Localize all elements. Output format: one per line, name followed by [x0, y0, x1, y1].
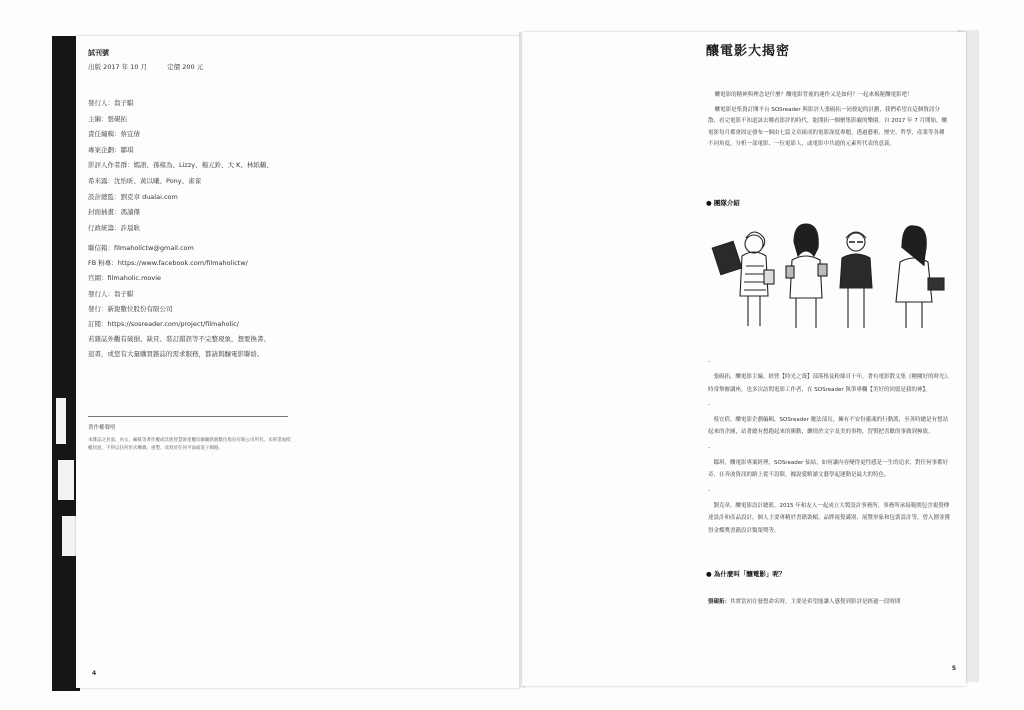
publication-info	[88, 62, 203, 71]
bio-divider: -	[708, 359, 710, 365]
intro-text	[708, 90, 948, 154]
credit-line: 封面插畫：馮讀傑	[88, 208, 140, 217]
contact-line: 退書，或您有大量購買雜誌的需求服務，都請與釀電影聯絡。	[88, 350, 264, 359]
why-speaker: 張硯拓：	[708, 599, 731, 605]
bio-divider: -	[708, 487, 710, 494]
bio-divider: -	[708, 444, 710, 451]
credit-line: 影評人作者群：嫣語、孫雍為、Lizzy、楊元鈴、大 K、林紙鶴、	[88, 161, 273, 170]
pub-date: 出版 2017 年 10 月	[88, 63, 148, 71]
why-text	[708, 597, 953, 605]
bio-paragraph: 劉克韋，釀電影設計總監，2015 年和友人一起成立大製設計事務所，事務所承接範圍包含視覺傳達設計和產品設計，個人主要專精於書籍裝幀、品牌視覺識別、展覽形象和包裝設計等，曾入圍並獲得金蝶獎書籍設計類榮獎等。	[708, 502, 951, 534]
contact-line: 發行：新銳數位股份有限公司	[88, 304, 173, 313]
page-number-right: 5	[951, 665, 956, 672]
contact-line: 若雜誌外觀有破損、缺頁、裝訂錯誤等不完整現象，想要換書、	[88, 335, 270, 344]
intro-paragraph: 釀電影的精神與理念是什麼？釀電影背後的運作又是如何？一起來揭秘釀電影吧！	[714, 92, 913, 98]
why-body: 其實當初在發想命名時，主要是希望能讓人感覺到影評是經過一段時間	[730, 599, 901, 605]
bio-paragraph: 張硯拓，釀電影主編，經營【時光之殼】部落格及粉絲頁十年，著有電影散文集《剛剛好的時光》。時常舉辦講座，也多次訪問電影工作者，在 SOSreader 執筆專欄【美好的回憶是我的神】。	[708, 374, 953, 393]
team-bios	[708, 353, 953, 537]
page-title: 釀電影大揭密	[706, 44, 791, 59]
contact-line: 官網：filmaholic.movie	[88, 274, 162, 283]
contact-line: 聯信箱：filmaholictw@gmail.com	[88, 244, 194, 252]
contact-line: FB 粉專：https://www.facebook.com/filmaholictw/	[88, 259, 248, 268]
right-page	[522, 32, 966, 686]
bio-paragraph: 鄒琪，釀電影專案經理，SOSreader 仙姑，如何讓內容變得更性感是一生的追求，對任何事都好奇，在奔波資訊的路上從不設限，據說愛略讀文藝學起運動是最大的特色。	[708, 460, 949, 479]
credit-line: 責任編輯：蔡宜倩	[88, 130, 140, 139]
team-member-figure	[896, 226, 944, 328]
team-member-figure	[786, 224, 827, 328]
issue-label: 試刊號	[88, 49, 109, 57]
team-illustration	[706, 222, 952, 337]
contact-line: 訂閱：https://sosreader.com/project/filmaholic/	[88, 320, 239, 329]
team-heading: ● 團隊介紹	[706, 199, 740, 207]
contact-line: 發行人：翁子騏	[88, 289, 134, 298]
credit-line: 希米露：沈怡昕、黃以曦、Pony、雀雀	[88, 176, 202, 185]
team-member-figure	[840, 232, 872, 328]
staff-credits	[88, 96, 273, 236]
copyright-title: 著作權聲明	[88, 416, 288, 431]
credit-line: 專案企劃：鄒琪	[88, 145, 134, 154]
page-number-left: 4	[92, 670, 97, 677]
team-member-figure	[712, 232, 774, 326]
copyright-text: 本雜誌之封面、內文、編排等著作權或其他智慧財產權均歸屬新銳數位股份有限公司所有。未經書面授權同意，不得以任何形式轉載、重製、改寫於任何平面或電子網路。	[88, 438, 291, 451]
why-heading: ● 為什麼叫「釀電影」呢？	[706, 570, 786, 578]
bio-divider: -	[708, 401, 710, 408]
contact-info	[88, 241, 318, 363]
credit-line: 發行人：翁子騏	[88, 99, 134, 107]
price: 定價 200 元	[167, 63, 204, 71]
credit-line: 主編：張硯拓	[88, 114, 127, 123]
intro-paragraph: 釀電影是集資訂閱平台 SOSreader 與影評人張硯拓一同發起的計劃，我們希望在這個資訊分散、看完電影不知道該去哪看影評的時代，能開拓一個聚集影癡的樂園。自 2017 年 7 月開始，釀電影每月都會固定發布一個由七篇文章組成的電影深度專題，透過藝術、歷史、哲學、產業等各種不同角度，分析一部電影、一位電影人，或電影中共通的元素所代表的意義。	[708, 106, 947, 148]
left-page	[76, 36, 520, 688]
credit-line: 設計總監：劉克韋 dualai.com	[88, 192, 178, 201]
credit-line: 行政統籌：許晨耿	[88, 223, 140, 232]
bio-paragraph: 蔡宜倩，釀電影企劃編輯，SOSreader 魔法部長，擁有不安份靈魂的行動派，至善時總是有想站起來的企圖，站著總有想跑起來的衝動，纏情於文字及美的事物，習慣把喜歡的事做到極致。	[708, 417, 949, 436]
